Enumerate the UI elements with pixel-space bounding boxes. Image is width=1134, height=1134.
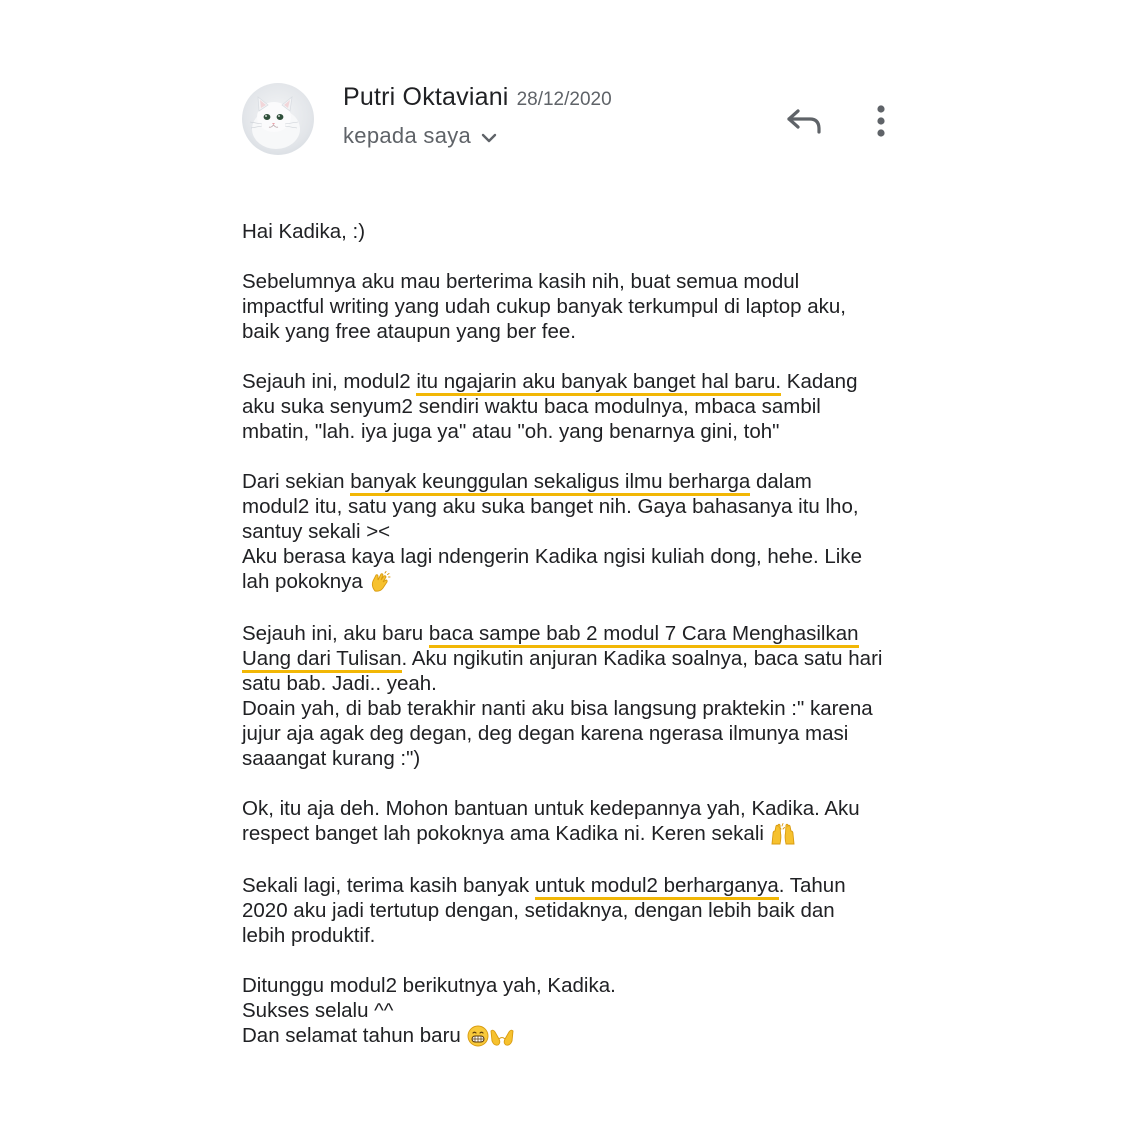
- recipient-toggle[interactable]: [343, 123, 497, 150]
- sender-name[interactable]: Putri Oktaviani: [343, 83, 509, 111]
- text-segment: lah pokoknya: [242, 570, 363, 593]
- raising-hands-emoji: [770, 823, 796, 848]
- text-segment: Sekali lagi, terima kasih banyak: [242, 874, 535, 897]
- more-vert-icon: [868, 103, 894, 139]
- paragraph-line: lebih produktif.: [242, 924, 376, 947]
- clapping-hands-emoji: [369, 571, 391, 596]
- text-segment: Dari sekian: [242, 470, 351, 493]
- text-segment: . Aku ngikutin anjuran Kadika soalnya, baca satu hari: [401, 647, 883, 670]
- highlighted-text: baca sampe bab 2 modul 7 Cara Menghasilkan: [429, 622, 859, 648]
- text-segment: respect banget lah pokoknya ama Kadika ni. Keren sekali: [242, 822, 764, 845]
- greeting: [242, 219, 902, 244]
- paragraph-line: saaangat kurang :"): [242, 747, 421, 770]
- grinning-face-emoji: [467, 1025, 489, 1050]
- paragraph-line: Ditunggu modul2 berikutnya yah, Kadika.: [242, 974, 616, 997]
- paragraph-7: [242, 973, 902, 1050]
- highlighted-text: itu ngajarin aku banyak banget hal baru.: [416, 370, 781, 396]
- paragraph-6: [242, 873, 902, 948]
- paragraph-line: Ok, itu aja deh. Mohon bantuan untuk kedepannya yah, Kadika. Aku: [242, 797, 860, 820]
- paragraph-4: [242, 621, 902, 771]
- paragraph-line: Sebelumnya aku mau berterima kasih nih, buat semua modul: [242, 270, 800, 293]
- more-options-button[interactable]: [868, 103, 894, 139]
- paragraph-line: [242, 469, 902, 494]
- email-header: [242, 83, 902, 159]
- paragraph-line: 2020 aku jadi tertutup dengan, setidaknya, dengan lebih baik dan: [242, 899, 835, 922]
- paragraph-line: [242, 1023, 902, 1050]
- paragraph-2: [242, 369, 902, 444]
- greeting-line: Hai Kadika, :): [242, 220, 366, 243]
- sender-avatar[interactable]: [242, 83, 314, 155]
- hands-emoji: [489, 1025, 515, 1050]
- paragraph-line: [242, 369, 902, 394]
- paragraph-line: Aku berasa kaya lagi ndengerin Kadika ngisi kuliah dong, hehe. Like: [242, 545, 862, 568]
- paragraph-3: [242, 469, 902, 596]
- paragraph-line: satu bab. Jadi.. yeah.: [242, 672, 437, 695]
- paragraph-line: jujur aja agak deg degan, deg degan karena ngerasa ilmunya masi: [242, 722, 849, 745]
- paragraph-line: santuy sekali ><: [242, 520, 391, 543]
- paragraph-line: Doain yah, di bab terakhir nanti aku bisa langsung praktekin :" karena: [242, 697, 873, 720]
- text-segment: dalam: [750, 470, 812, 493]
- chevron-down-icon[interactable]: [481, 124, 497, 150]
- paragraph-1: [242, 269, 902, 344]
- paragraph-line: Sukses selalu ^^: [242, 999, 394, 1022]
- text-segment: . Tahun: [778, 874, 846, 897]
- paragraph-line: impactful writing yang udah cukup banyak terkumpul di laptop aku,: [242, 295, 846, 318]
- paragraph-line: [242, 621, 902, 646]
- paragraph-line: modul2 itu, satu yang aku suka banget nih. Gaya bahasanya itu lho,: [242, 495, 859, 518]
- cat-avatar-icon: [242, 83, 314, 155]
- text-segment: Kadang: [781, 370, 858, 393]
- email-date: 28/12/2020: [516, 89, 612, 110]
- paragraph-line: [242, 646, 902, 671]
- text-segment: Sejauh ini, modul2: [242, 370, 417, 393]
- reply-button[interactable]: [784, 103, 824, 139]
- paragraph-5: [242, 796, 902, 848]
- highlighted-text: banyak keunggulan sekaligus ilmu berharga: [350, 470, 750, 496]
- paragraph-line: [242, 821, 902, 848]
- paragraph-line: mbatin, "lah. iya juga ya" atau "oh. yang benarnya gini, toh": [242, 420, 780, 443]
- paragraph-line: aku suka senyum2 sendiri waktu baca modulnya, mbaca sambil: [242, 395, 821, 418]
- sender-line: [343, 83, 612, 112]
- recipient-label: kepada saya: [343, 123, 472, 148]
- highlighted-text: untuk modul2 berharganya: [535, 874, 779, 900]
- text-segment: Sejauh ini, aku baru: [242, 622, 429, 645]
- paragraph-line: [242, 873, 902, 898]
- text-segment: Dan selamat tahun baru: [242, 1024, 461, 1047]
- email-body: [242, 219, 902, 1075]
- paragraph-line: [242, 569, 902, 596]
- paragraph-line: baik yang free ataupun yang ber fee.: [242, 320, 576, 343]
- reply-icon: [784, 103, 824, 139]
- highlighted-text: Uang dari Tulisan: [242, 647, 402, 673]
